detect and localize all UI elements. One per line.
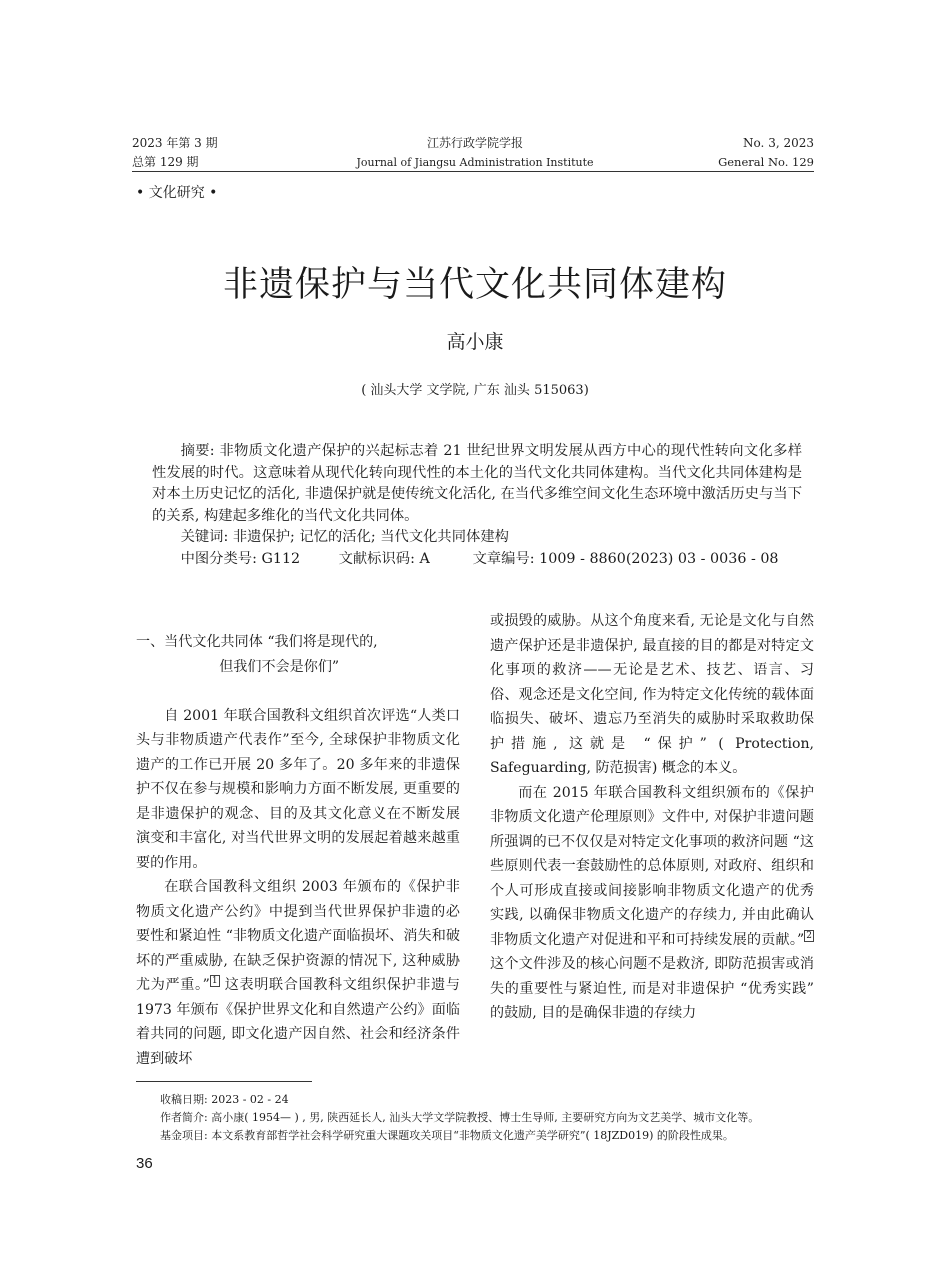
footnote-rule	[136, 1081, 312, 1082]
paragraph-text: 而在 2015 年联合国教科文组织颁布的《保护非物质文化遗产伦理原则》文件中, 对保护非遗问题所强调的已不仅仅是对特定文化事项的救济问题 “这些原则代表一套鼓励性的总体原则, 对政府、组织和个人可形成直接或间接影响非物质文化遗产的优秀实践, 以确保非物质文化遗产的存续力, 并由此确认非物质文化遗产对促进和平和可持续发展的贡献。”	[490, 784, 814, 948]
paragraph-text: 这个文件涉及的核心问题不是救济, 即防范损害或消失的重要性与紧迫性, 而是对非遗保护 “优秀实践” 的鼓励, 目的是确保非遗的存续力	[490, 956, 814, 1021]
received-date: 收稿日期: 2023 - 02 - 24	[160, 1093, 289, 1106]
section-heading-line-2: 但我们不会是你们”	[219, 658, 340, 675]
author-affiliation: ( 汕头大学 文学院, 广东 汕头 515063)	[361, 383, 589, 398]
body-right-column	[490, 609, 814, 1026]
journal-name-cn: 江苏行政学院学报	[426, 136, 523, 150]
citation-ref-1[interactable]: 1	[211, 976, 218, 987]
header-number	[718, 134, 814, 172]
header-number-line: No. 3, 2023	[743, 136, 814, 150]
paragraph-text: 在联合国教科文组织 2003 年颁布的《保护非物质文化遗产公约》中提到当代世界保护非遗的必要性和紧迫性 “非物质文化遗产面临损坏、消失和破坏的严重威胁, 在缺乏保护资源的情况下, 这种威胁尤为严重。”	[136, 879, 460, 993]
abstract-text: 摘要: 非物质文化遗产保护的兴起标志着 21 世纪世界文明发展从西方中心的现代性转向文化多样性发展的时代。这意味着从现代化转向现代性的本土化的当代文化共同体建构。当代文化共同体建构是对本土历史记忆的活化, 非遗保护就是使传统文化活化, 在当代多维空间文化生态环境中激活历史与当下的关系, 构建起多维化的当代文化共同体。	[152, 443, 802, 524]
fund-info: 基金项目: 本文系教育部哲学社会科学研究重大课题攻关项目“非物质文化遗产美学研究”( 18JZD019) 的阶段性成果。	[160, 1129, 734, 1142]
abstract-block	[152, 441, 802, 571]
header-rule	[132, 171, 814, 172]
citation-ref-2[interactable]: 2	[806, 930, 812, 941]
header-total-line: 总第 129 期	[132, 155, 199, 169]
paragraph	[490, 781, 814, 1026]
paragraph: 自 2001 年联合国教科文组织首次评选“人类口头与非物质遗产代表作”至今, 全球保护非物质文化遗产的工作已开展 20 多年了。20 多年来的非遗保护不仅在参与规模和影响力方面不断发展, 更重要的是非遗保护的观念、目的及其文化意义在不断发展演变和丰富化, 对当代世界文明的发展起着越来越重要的作用。	[136, 707, 460, 871]
section-heading-line-1: 一、当代文化共同体 “我们将是现代的,	[136, 634, 378, 650]
header-general-line: General No. 129	[718, 155, 814, 169]
article-number: 文章编号: 1009 - 8860(2023) 03 - 0036 - 08	[472, 550, 779, 567]
paragraph	[136, 875, 460, 1071]
journal-name-en: Journal of Jiangsu Administration Institute	[356, 156, 594, 169]
paragraph: 或损毁的威胁。从这个角度来看, 无论是文化与自然遗产保护还是非遗保护, 最直接的目的都是对特定文化事项的救济——无论是艺术、技艺、语言、习俗、观念还是文化空间, 作为特定文化传统的载体面临损失、破坏、遗忘乃至消失的威胁时采取救助保护措施, 这就是 “保护” ( Protection, Safeguarding, 防范损害) 概念的本义。	[490, 613, 814, 776]
clc-number: 中图分类号: G112	[180, 550, 301, 567]
header-journal	[300, 134, 650, 172]
article-title: 非遗保护与当代文化共同体建构	[222, 265, 727, 305]
header-issue	[132, 134, 218, 172]
page-number: 36	[136, 1155, 153, 1172]
paragraph-text: 这表明联合国教科文组织保护非遗与 1973 年颁布《保护世界文化和自然遗产公约》面临着共同的问题, 即文化遗产因自然、社会和经济条件遭到破坏	[136, 977, 460, 1067]
body-left-column	[136, 630, 460, 1071]
header-issue-line: 2023 年第 3 期	[132, 136, 218, 150]
author-bio: 作者简介: 高小康( 1954— ) , 男, 陕西延长人, 汕头大学文学院教授、博士生导师, 主要研究方向为文艺美学、城市文化等。	[160, 1111, 760, 1124]
document-code: 文献标识码: A	[338, 550, 430, 567]
section-label: • 文化研究 •	[136, 185, 218, 201]
classification-line	[152, 549, 802, 571]
section-heading-1	[136, 630, 460, 679]
article-author: 高小康	[446, 331, 504, 353]
footnotes	[160, 1091, 820, 1145]
keywords: 关键词: 非遗保护; 记忆的活化; 当代文化共同体建构	[180, 529, 509, 546]
